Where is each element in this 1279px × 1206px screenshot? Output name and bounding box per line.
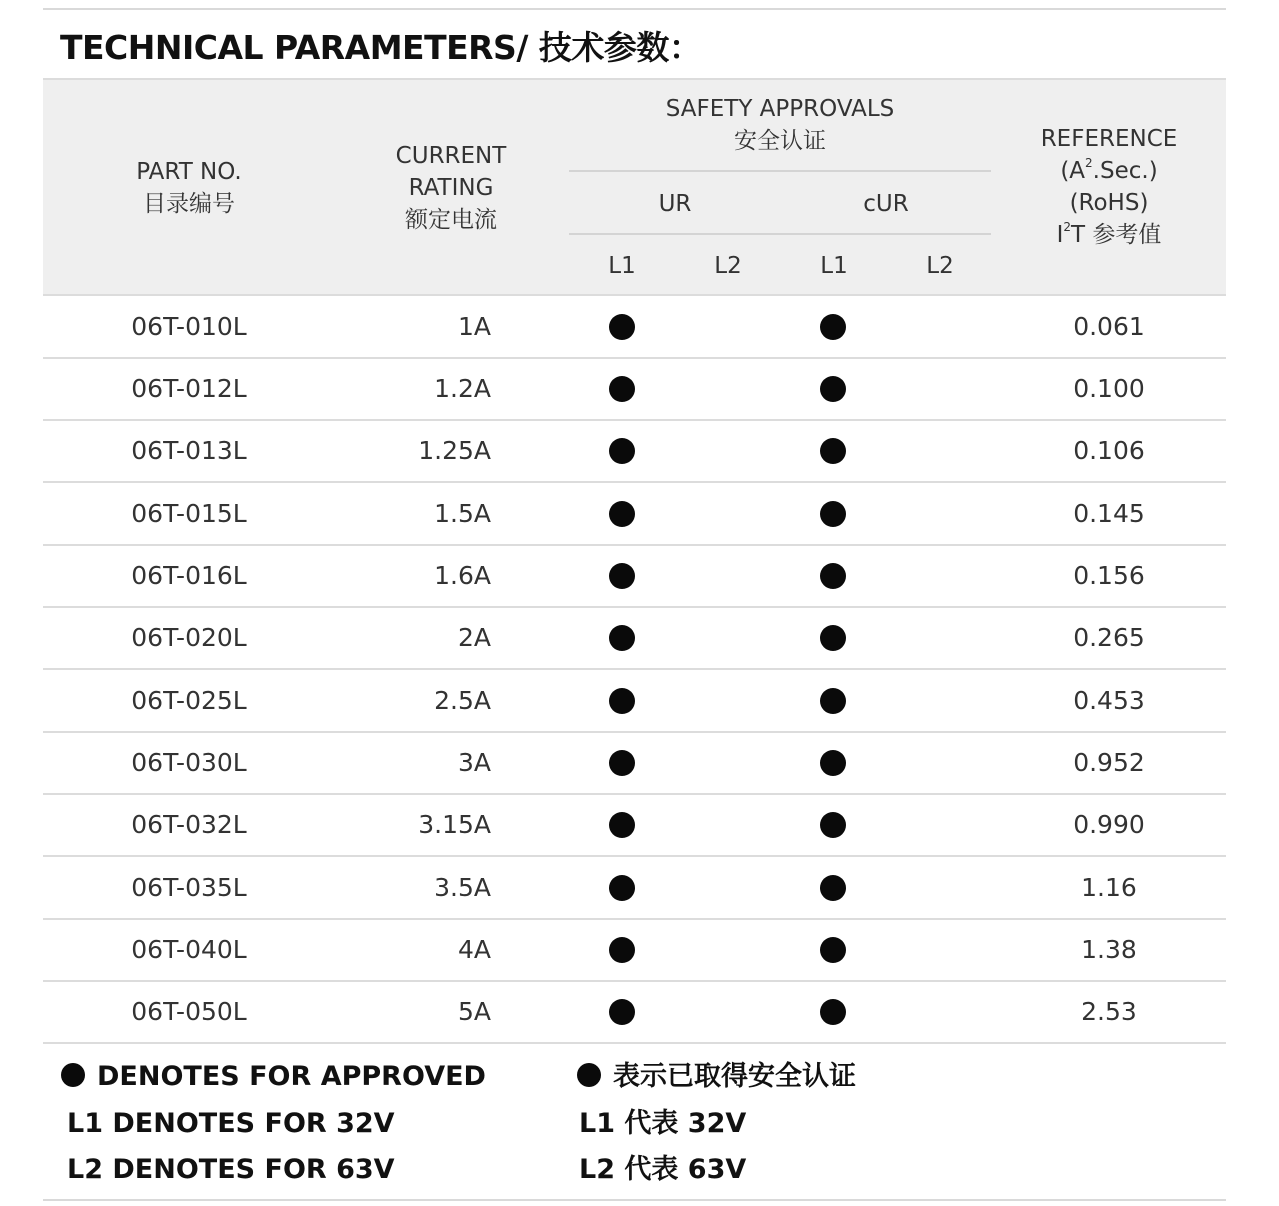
header-safety-en: SAFETY APPROVALS	[665, 96, 895, 122]
table-row	[43, 920, 1226, 982]
part-number: 06T-016L	[131, 561, 247, 590]
reference-value: 0.100	[1073, 374, 1145, 403]
part-number: 06T-040L	[131, 935, 247, 964]
ur-l1-approved-dot	[609, 688, 635, 714]
header-current-cn: 额定电流	[405, 207, 497, 233]
part-number: 06T-050L	[131, 997, 247, 1026]
reference-value: 0.453	[1073, 686, 1145, 715]
cur-l1-approved-dot	[820, 625, 846, 651]
current-rating: 1A	[457, 312, 491, 341]
header-cur: cUR	[863, 191, 909, 217]
cur-l1-approved-dot	[820, 563, 846, 589]
reference-value: 1.16	[1081, 873, 1137, 902]
approved-dot-icon	[61, 1063, 85, 1087]
cur-l1-approved-dot	[820, 688, 846, 714]
header-cur-l1: L1	[820, 253, 848, 279]
table-row	[43, 671, 1226, 733]
reference-value: 0.156	[1073, 561, 1145, 590]
ur-l1-approved-dot	[609, 314, 635, 340]
table-row	[43, 982, 1226, 1044]
current-rating: 1.5A	[434, 499, 491, 528]
legend-approved-en: DENOTES FOR APPROVED	[61, 1060, 486, 1094]
ur-l1-approved-dot	[609, 438, 635, 464]
table-row	[43, 359, 1226, 421]
cur-l1-approved-dot	[820, 376, 846, 402]
current-rating: 4A	[457, 935, 491, 964]
header-ur-l2: L2	[714, 253, 742, 279]
legend-l1-en: L1 DENOTES FOR 32V	[67, 1108, 395, 1139]
header-ur-l1: L1	[608, 253, 636, 279]
part-number: 06T-025L	[131, 686, 247, 715]
bottom-divider	[43, 1199, 1226, 1201]
reference-value: 1.38	[1081, 935, 1137, 964]
legend-l2-cn: L2 代表 63V	[579, 1154, 747, 1185]
reference-value: 0.952	[1073, 748, 1145, 777]
table-row	[43, 546, 1226, 608]
current-rating: 3A	[457, 748, 491, 777]
ur-l1-approved-dot	[609, 501, 635, 527]
reference-value: 0.990	[1073, 810, 1145, 839]
reference-value: 0.265	[1073, 623, 1145, 652]
current-rating: 3.15A	[418, 810, 491, 839]
top-divider	[43, 8, 1226, 10]
legend-l2-en: L2 DENOTES FOR 63V	[67, 1154, 395, 1185]
header-safety-cn: 安全认证	[734, 128, 826, 154]
reference-value: 2.53	[1081, 997, 1137, 1026]
ur-l1-approved-dot	[609, 937, 635, 963]
ur-l1-approved-dot	[609, 625, 635, 651]
table-row	[43, 795, 1226, 857]
current-rating: 1.2A	[434, 374, 491, 403]
header-ref-unit: $(A^2.Sec.)$	[1060, 156, 1158, 184]
cur-l1-approved-dot	[820, 438, 846, 464]
current-rating: 1.6A	[434, 561, 491, 590]
header-part-no	[43, 156, 335, 220]
table-row	[43, 297, 1226, 359]
header-divider-1	[569, 170, 991, 172]
header-ur: UR	[658, 191, 692, 217]
header-part-no-cn: 目录编号	[143, 191, 235, 217]
legend-approved-cn: 表示已取得安全认证	[577, 1060, 856, 1094]
header-current-en1: CURRENT	[395, 143, 507, 169]
legend-l1-cn: L1 代表 32V	[579, 1108, 747, 1139]
part-number: 06T-013L	[131, 436, 247, 465]
header-current-rating	[361, 140, 541, 236]
ur-l1-approved-dot	[609, 875, 635, 901]
cur-l1-approved-dot	[820, 750, 846, 776]
header-ref-i2t: $I^2T$ 参考值	[1056, 220, 1162, 248]
current-rating: 1.25A	[418, 436, 491, 465]
cur-l1-approved-dot	[820, 999, 846, 1025]
ur-l1-approved-dot	[609, 812, 635, 838]
part-number: 06T-010L	[131, 312, 247, 341]
part-number: 06T-030L	[131, 748, 247, 777]
current-rating: 3.5A	[434, 873, 491, 902]
reference-value: 0.061	[1073, 312, 1145, 341]
header-ref-en: REFERENCE	[1040, 126, 1178, 152]
section-title: TECHNICAL PARAMETERS/ 技术参数：	[60, 28, 702, 67]
header-reference	[1009, 123, 1209, 251]
part-number: 06T-020L	[131, 623, 247, 652]
part-number: 06T-015L	[131, 499, 247, 528]
cur-l1-approved-dot	[820, 812, 846, 838]
header-cur-l2: L2	[926, 253, 954, 279]
reference-value: 0.145	[1073, 499, 1145, 528]
reference-value: 0.106	[1073, 436, 1145, 465]
current-rating: 5A	[457, 997, 491, 1026]
table-row	[43, 421, 1226, 483]
table-row	[43, 858, 1226, 920]
part-number: 06T-035L	[131, 873, 247, 902]
header-current-en2: RATING	[408, 175, 494, 201]
header-safety-approvals	[569, 93, 991, 157]
table-row	[43, 608, 1226, 670]
cur-l1-approved-dot	[820, 501, 846, 527]
cur-l1-approved-dot	[820, 314, 846, 340]
ur-l1-approved-dot	[609, 999, 635, 1025]
technical-parameters-page	[43, 0, 1226, 1206]
current-rating: 2.5A	[434, 686, 491, 715]
approved-dot-icon	[577, 1063, 601, 1087]
table-row	[43, 733, 1226, 795]
ur-l1-approved-dot	[609, 750, 635, 776]
header-ref-rohs: (RoHS)	[1069, 190, 1149, 216]
table-row	[43, 484, 1226, 546]
ur-l1-approved-dot	[609, 563, 635, 589]
header-part-no-en: PART NO.	[136, 159, 242, 185]
table-header	[43, 78, 1226, 296]
cur-l1-approved-dot	[820, 937, 846, 963]
part-number: 06T-012L	[131, 374, 247, 403]
ur-l1-approved-dot	[609, 376, 635, 402]
part-number: 06T-032L	[131, 810, 247, 839]
header-divider-2	[569, 233, 991, 235]
current-rating: 2A	[457, 623, 491, 652]
cur-l1-approved-dot	[820, 875, 846, 901]
